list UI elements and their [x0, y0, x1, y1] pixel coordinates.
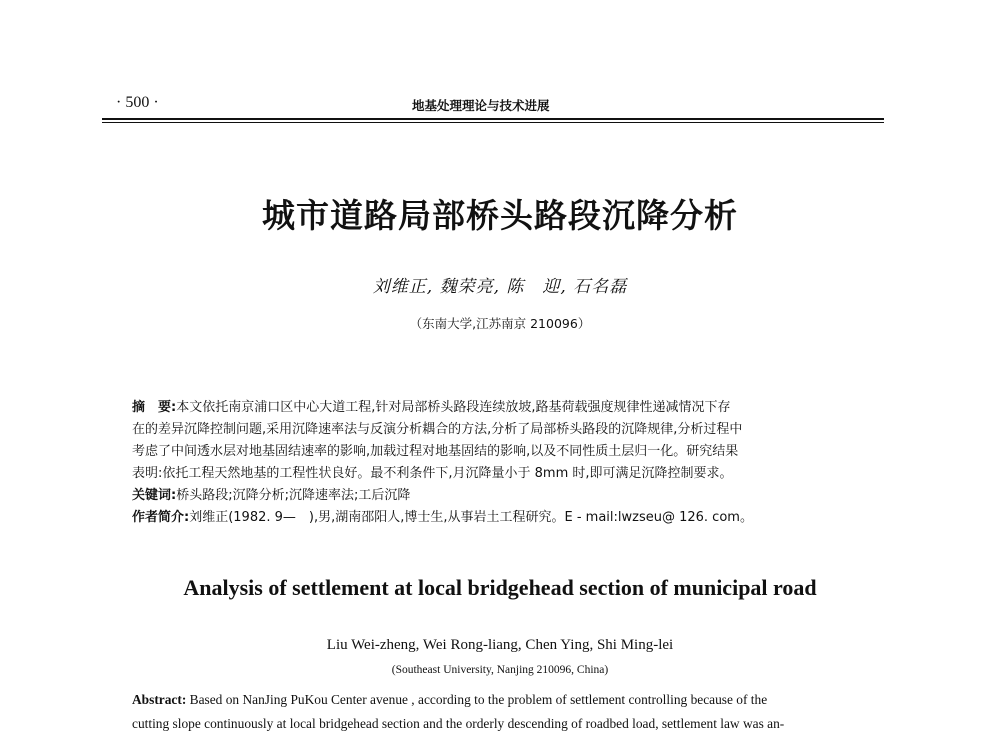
chinese-abstract-block	[132, 397, 852, 529]
abstract-line	[132, 688, 856, 712]
english-authors: Liu Wei-zheng, Wei Rong-liang, Chen Ying, Shi Ming-lei	[326, 637, 674, 653]
chinese-title: 城市道路局部桥头路段沉降分析	[262, 196, 738, 235]
keywords-line	[132, 485, 852, 507]
abstract-line: cutting slope continuously at local bridgehead section and the orderly descending of roadbed load, settlement law was an-	[132, 716, 785, 731]
abstract-label: 摘 要:	[132, 400, 177, 415]
chinese-affiliation: （东南大学,江苏南京 210096）	[409, 316, 591, 331]
english-abstract-text: Based on NanJing PuKou Center avenue , according to the problem of settlement controlling because of the	[189, 692, 768, 707]
english-title: Analysis of settlement at local bridgehead section of municipal road	[183, 575, 817, 600]
chinese-authors: 刘维正, 魏荣亮, 陈 迎, 石名磊	[372, 277, 628, 297]
keywords-text: 桥头路段;沉降分析;沉降速率法;工后沉降	[176, 488, 411, 503]
author-bio-line	[132, 507, 852, 529]
english-affiliation: (Southeast University, Nanjing 210096, China)	[391, 664, 609, 676]
english-abstract-block	[132, 688, 856, 736]
author-bio-text: 刘维正(1982. 9— ),男,湖南邵阳人,博士生,从事岩土工程研究。E - mail:lwzseu@ 126. com。	[189, 510, 753, 525]
abstract-line: 考虑了中间透水层对地基固结速率的影响,加载过程对地基固结的影响,以及不同性质土层归一化。研究结果	[132, 444, 739, 459]
keywords-label: 关键词:	[132, 488, 177, 503]
author-bio-label: 作者简介:	[132, 510, 190, 525]
running-title: 地基处理理论与技术进展	[412, 98, 550, 113]
page-number: · 500 ·	[116, 94, 159, 111]
abstract-line: 表明:依托工程天然地基的工程性状良好。最不利条件下,月沉降量小于 8mm 时,即可满足沉降控制要求。	[132, 466, 733, 481]
abstract-line	[132, 397, 852, 419]
page-header	[102, 92, 884, 116]
abstract-text: 本文依托南京浦口区中心大道工程,针对局部桥头路段连续放坡,路基荷载强度规律性递减情况下存	[176, 400, 731, 415]
abstract-line: 在的差异沉降控制问题,采用沉降速率法与反演分析耦合的方法,分析了局部桥头路段的沉降规律,分析过程中	[132, 422, 743, 437]
header-rule-thin	[102, 122, 884, 123]
header-rule-thick	[102, 118, 884, 120]
english-abstract-label: Abstract:	[132, 692, 187, 707]
